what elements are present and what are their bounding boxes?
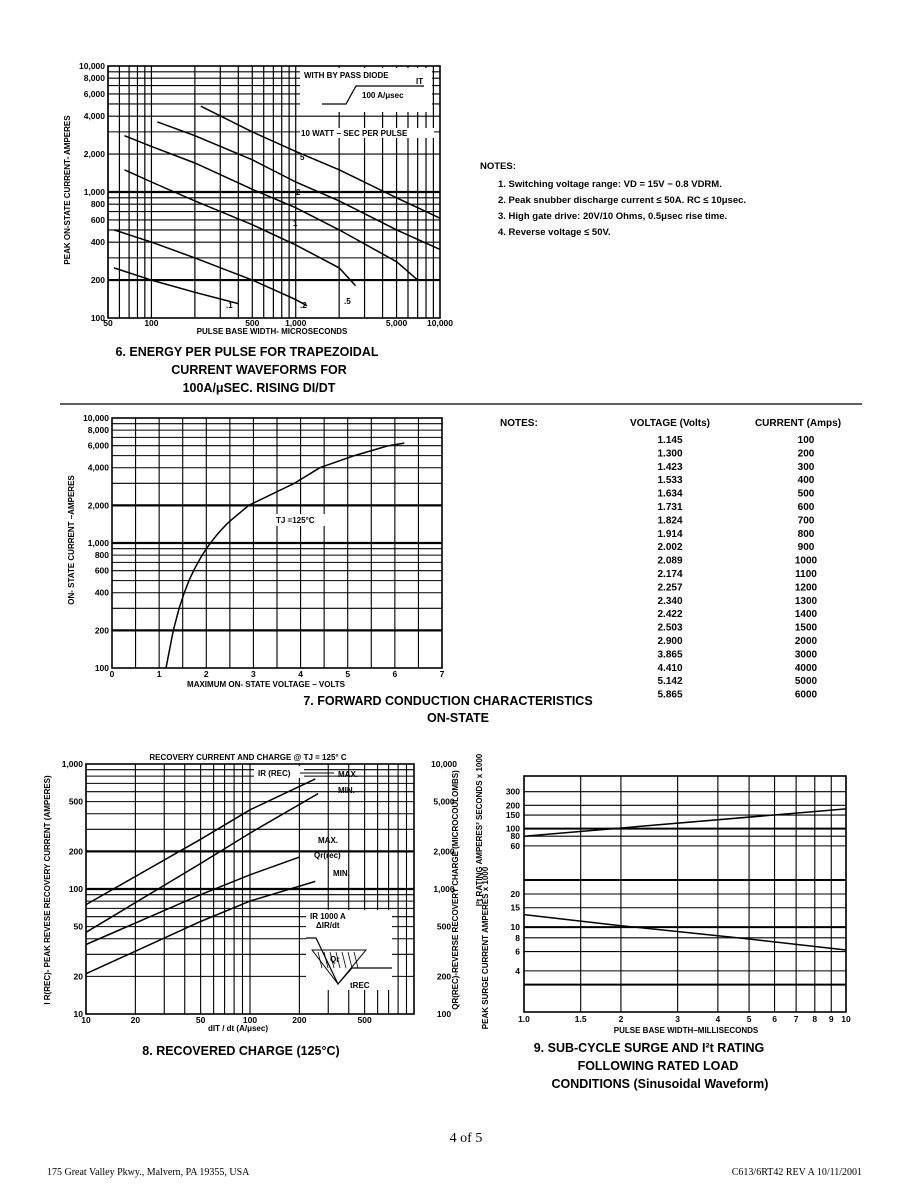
fig8-x-tick-label: 200 <box>292 1015 307 1025</box>
fig8-annotation-qr-min: MIN. <box>333 869 350 878</box>
fig8-inset-label-ir: IR 1000 A <box>310 912 346 921</box>
fig9-y-top-tick-label: 300 <box>505 786 520 797</box>
fig9-x-tick-label: 1.5 <box>574 1014 587 1024</box>
fig8-y2-tick-label: 500 <box>436 921 452 932</box>
fig7-y-tick-label: 6,000 <box>87 440 109 451</box>
fig7-title-line-1: 7. FORWARD CONDUCTION CHARACTERISTICS <box>303 694 593 708</box>
fig8-y-tick-label: 50 <box>73 921 83 932</box>
table-cell-voltage: 3.865 <box>657 649 683 661</box>
fig7-x-tick-label: 3 <box>251 669 256 679</box>
note-3: 3. High gate drive: 20V/10 Ohms, 0.5μsec rise time. <box>498 211 728 222</box>
fig7-y-tick-label: 1,000 <box>87 538 109 548</box>
fig8-title-line-1: 8. RECOVERED CHARGE (125°C) <box>142 1044 340 1058</box>
fig8-annotation-ir-max: MAX. <box>338 770 358 779</box>
table-header-voltage: VOLTAGE (Volts) <box>630 418 710 429</box>
table-header-current: CURRENT (Amps) <box>754 418 842 429</box>
fig8-y2-tick-label: 10,000 <box>431 759 457 769</box>
table-cell-voltage: 2.422 <box>657 609 683 621</box>
fig9-y-bottom-tick-label: 10 <box>510 922 520 933</box>
fig9-y-top-tick-label: 60 <box>510 840 520 851</box>
table-cell-voltage: 1.423 <box>657 461 683 473</box>
fig7-y-tick-label: 2,000 <box>87 500 109 511</box>
table-cell-current: 300 <box>797 461 815 473</box>
fig9-x-tick-label: 4 <box>715 1014 721 1024</box>
fig6-y-tick-label: 800 <box>90 199 105 210</box>
fig6-annotation-energy: 10 WATT − SEC PER PULSE <box>301 129 408 138</box>
forward-conduction-table <box>500 418 841 701</box>
fig7-annotation-tj: TJ =125°C <box>276 516 315 525</box>
fig9-i2t-line <box>524 809 846 836</box>
fig7-title-line-2: ON-STATE <box>426 711 490 725</box>
fig6-y-tick-label: 100 <box>90 313 105 323</box>
table-cell-voltage: 5.865 <box>657 689 683 701</box>
fig6-series-line <box>114 230 307 306</box>
fig7-y-tick-label: 8,000 <box>87 425 109 436</box>
table-cell-current: 1000 <box>794 555 818 567</box>
table-cell-voltage: 1.300 <box>657 448 683 460</box>
footer-address: 175 Great Valley Pkwy., Malvern, PA 19355, USA <box>47 1167 250 1178</box>
fig8-y-tick-label: 20 <box>73 971 83 982</box>
note-2: 2. Peak snubber discharge current ≤ 50A. RC ≤ 10μsec. <box>498 195 747 206</box>
fig7-y-tick-label: 800 <box>94 550 109 561</box>
fig6-y-tick-label: 4,000 <box>83 111 105 122</box>
fig6-annotation-bypass-diode: WITH BY PASS DIODE <box>304 71 389 80</box>
fig9-y-bottom-axis-label: PEAK SURGE CURRENT AMPERES x 1000 <box>481 866 490 1030</box>
fig9-x-tick-label: 10 <box>841 1014 851 1024</box>
table-cell-current: 400 <box>797 475 815 487</box>
fig9-x-tick-label: 3 <box>675 1014 681 1024</box>
table-cell-voltage: 2.257 <box>657 582 683 594</box>
table-cell-current: 500 <box>797 488 815 500</box>
fig9-y-bottom-tick-label: 20 <box>510 889 520 899</box>
table-cell-voltage: 1.145 <box>657 435 683 446</box>
fig8-annotation-qr-max: MAX. <box>318 836 338 845</box>
fig8-x-tick-label: 50 <box>195 1015 206 1025</box>
fig8-y2-tick-label: 5,000 <box>433 796 455 807</box>
fig7-y-tick-label: 400 <box>94 587 109 598</box>
note-4: 4. Reverse voltage ≤ 50V. <box>498 227 611 238</box>
table-cell-voltage: 2.503 <box>657 622 683 634</box>
table-cell-current: 800 <box>797 528 815 540</box>
fig6-x-tick-label: 50 <box>103 318 113 328</box>
table-cell-voltage: 2.089 <box>657 555 683 567</box>
table-cell-voltage: 2.900 <box>657 636 683 647</box>
fig6-x-tick-label: 500 <box>245 318 260 328</box>
fig8-y2-axis-label: QR(REC)-REVERSE RECOVERY CHARGE (MICROCOULOMBS) <box>451 770 460 1010</box>
fig8-y-tick-label: 200 <box>68 846 83 857</box>
fig7-x-tick-label: 0 <box>109 669 115 679</box>
fig6-title-line-3: 100A/μSEC. RISING DI/DT <box>182 381 336 395</box>
table-cell-voltage: 1.914 <box>657 528 683 540</box>
table-cell-current: 5000 <box>794 676 818 688</box>
fig7-y-tick-label: 4,000 <box>87 462 109 473</box>
table-cell-voltage: 2.340 <box>657 595 683 607</box>
fig9-y-bottom-tick-label: 8 <box>515 932 520 943</box>
fig9-y-top-tick-label: 150 <box>505 810 520 821</box>
fig6-y-tick-label: 2,000 <box>83 149 105 160</box>
fig9-title-line-3: CONDITIONS (Sinusoidal Waveform) <box>551 1077 769 1091</box>
fig7-x-axis-label: MAXIMUM ON- STATE VOLTAGE – VOLTS <box>187 680 345 689</box>
fig8-x-tick-label: 10 <box>81 1015 91 1025</box>
note-1: 1. Switching voltage range: VD = 15V − 0.8 VDRM. <box>498 179 722 190</box>
fig6-notes <box>480 161 746 238</box>
table-cell-current: 600 <box>797 502 815 513</box>
table-cell-voltage: 2.174 <box>657 569 683 580</box>
fig6-x-tick-label: 100 <box>144 318 159 328</box>
fig7-y-axis-label: ON- STATE CURRENT –AMPERES <box>67 475 76 605</box>
fig6-x-tick-label: 10,000 <box>427 318 453 328</box>
fig6-series-label: .5 <box>344 297 351 306</box>
fig8-y-axis-label: I R(REC)- PEAK REVESE RECOVERY CURRENT (AMPERES) <box>43 775 52 1005</box>
fig7-x-tick-label: 1 <box>156 669 162 679</box>
fig6-x-tick-label: 5,000 <box>385 318 408 328</box>
table-cell-current: 200 <box>797 448 815 460</box>
fig8-x-tick-label: 20 <box>130 1015 141 1025</box>
fig7-y-tick-label: 200 <box>94 625 109 636</box>
table-cell-current: 6000 <box>794 689 818 701</box>
fig7-x-tick-label: 4 <box>298 669 303 679</box>
fig6-y-tick-label: 1,000 <box>83 187 105 197</box>
fig8-y2-tick-label: 1,000 <box>433 884 455 894</box>
fig6-y-tick-label: 200 <box>90 275 105 286</box>
fig9-title-line-2: FOLLOWING RATED LOAD <box>577 1059 739 1073</box>
fig6-title-line-2: CURRENT WAVEFORMS FOR <box>171 363 347 377</box>
table-cell-current: 1400 <box>794 609 818 621</box>
fig7-y-tick-label: 100 <box>94 663 109 673</box>
fig9-x-tick-label: 6 <box>772 1014 777 1024</box>
fig6-y-tick-label: 600 <box>90 214 105 225</box>
table-cell-voltage: 2.002 <box>657 542 683 554</box>
fig6-series-label: .1 <box>226 301 233 310</box>
fig9-y-bottom-tick-label: 6 <box>515 946 520 957</box>
table-cell-current: 900 <box>797 542 815 554</box>
fig7-x-tick-label: 6 <box>392 669 398 679</box>
fig8-x-tick-label: 100 <box>242 1015 258 1025</box>
table-cell-current: 1100 <box>795 569 817 580</box>
fig7-title <box>303 694 592 725</box>
table-cell-voltage: 1.533 <box>657 475 683 487</box>
fig6-series-label: 1 <box>293 219 298 228</box>
fig6-x-tick-label: 1,000 <box>285 318 307 328</box>
fig7-y-tick-label: 10,000 <box>83 413 109 423</box>
fig9-y-bottom-tick-label: 15 <box>510 902 520 913</box>
fig8-title <box>142 1044 339 1058</box>
table-cell-voltage: 1.731 <box>657 502 683 513</box>
fig6-y-axis-label: PEAK ON-STATE CURRENT- AMPERES <box>63 115 72 265</box>
fig9-x-tick-label: 9 <box>828 1014 834 1024</box>
table-cell-voltage: 1.824 <box>657 515 683 527</box>
fig7-y-tick-label: 600 <box>94 565 109 576</box>
fig6-y-tick-label: 8,000 <box>83 73 105 84</box>
fig6-series-line <box>114 268 238 304</box>
table-cell-voltage: 1.634 <box>657 488 683 500</box>
table-cell-voltage: 5.142 <box>657 676 683 688</box>
fig6-series-label: .2 <box>300 301 307 310</box>
fig6-annotation-it: IT <box>416 77 424 86</box>
fig9-x-tick-label: 8 <box>812 1014 818 1024</box>
fig8-y-tick-label: 100 <box>68 884 83 894</box>
fig6-series-line <box>124 136 417 280</box>
fig9-y-bottom-tick-label: 4 <box>515 965 520 976</box>
figure-6-energy-per-pulse-chart <box>63 61 453 336</box>
fig6-annotation-rate: 100 A/μsec <box>362 91 404 100</box>
fig8-annotation-qr-rec: Qr(rec) <box>314 851 341 860</box>
fig8-y-tick-label: 10 <box>73 1009 83 1019</box>
fig6-series-label: 2 <box>296 188 301 197</box>
fig9-y-top-tick-label: 80 <box>510 831 520 842</box>
fig6-title-line-1: 6. ENERGY PER PULSE FOR TRAPEZOIDAL <box>115 345 379 359</box>
fig6-y-tick-label: 10,000 <box>79 61 105 71</box>
table-cell-current: 4000 <box>794 662 818 674</box>
fig6-series-line <box>201 106 440 218</box>
table-notes-label: NOTES: <box>500 418 538 429</box>
fig8-header: RECOVERY CURRENT AND CHARGE @ TJ = 125° C <box>149 753 347 762</box>
fig6-y-tick-label: 6,000 <box>83 88 105 99</box>
fig7-x-tick-label: 5 <box>345 669 351 679</box>
fig8-y-tick-label: 1,000 <box>61 759 83 769</box>
table-cell-current: 1500 <box>794 622 818 634</box>
fig8-x-axis-label: dIT / dt (A/μsec) <box>207 1024 269 1033</box>
table-cell-current: 700 <box>797 515 815 527</box>
fig9-x-axis-label: PULSE BASE WIDTH–MILLISECONDS <box>613 1026 759 1035</box>
table-cell-current: 3000 <box>794 649 818 661</box>
fig9-x-tick-label: 2 <box>618 1014 624 1024</box>
fig9-x-tick-label: 7 <box>793 1014 799 1024</box>
fig9-surge-line <box>524 915 846 950</box>
fig8-annotation-ir-min: MIN. <box>338 786 355 795</box>
fig8-inset-label-rate: ΔIR/dt <box>316 921 340 930</box>
table-cell-voltage: 4.410 <box>657 662 683 674</box>
fig9-y-top-axis-label: I²t RATING AMPERES² SECONDS x 1000 <box>475 753 484 907</box>
table-cell-current: 1200 <box>794 582 818 594</box>
fig6-series-line <box>124 170 355 286</box>
fig9-title <box>534 1041 769 1091</box>
fig8-inset-label-trec: tREC <box>350 981 370 990</box>
fig7-x-tick-label: 2 <box>203 669 209 679</box>
fig8-y2-tick-label: 200 <box>436 971 452 982</box>
fig9-x-tick-label: 1.0 <box>518 1014 530 1024</box>
fig8-y-tick-label: 500 <box>68 796 83 807</box>
fig8-y2-tick-label: 2,000 <box>433 846 455 857</box>
footer-revision: C613/6RT42 REV A 10/11/2001 <box>731 1167 862 1178</box>
notes-heading: NOTES: <box>480 161 516 172</box>
fig8-x-tick-label: 500 <box>357 1015 372 1025</box>
table-cell-current: 2000 <box>794 636 818 647</box>
page-number: 4 of 5 <box>449 1131 483 1146</box>
figure-9-sub-cycle-surge-chart <box>475 753 851 1035</box>
fig6-x-axis-label: PULSE BASE WIDTH- MICROSECONDS <box>196 327 348 336</box>
figure-8-recovered-charge-chart <box>43 753 460 1033</box>
fig8-inset-label-qr: Qr <box>330 955 340 964</box>
fig6-y-tick-label: 400 <box>90 237 105 248</box>
fig9-y-top-tick-label: 200 <box>505 800 520 811</box>
fig8-y2-tick-label: 100 <box>436 1009 452 1019</box>
fig9-x-tick-label: 5 <box>746 1014 752 1024</box>
table-cell-current: 1300 <box>794 595 818 607</box>
fig9-title-line-1: 9. SUB-CYCLE SURGE AND I²t RATING <box>533 1041 765 1055</box>
fig6-title <box>115 345 378 395</box>
table-cell-current: 100 <box>797 435 815 446</box>
fig9-y-top-tick-label: 100 <box>505 823 520 834</box>
fig8-annotation-ir-rec: IR (REC) <box>258 769 291 778</box>
figure-7-forward-conduction-chart <box>67 413 445 689</box>
fig6-series-label: 5 <box>300 153 305 162</box>
fig7-x-tick-label: 7 <box>439 669 445 679</box>
